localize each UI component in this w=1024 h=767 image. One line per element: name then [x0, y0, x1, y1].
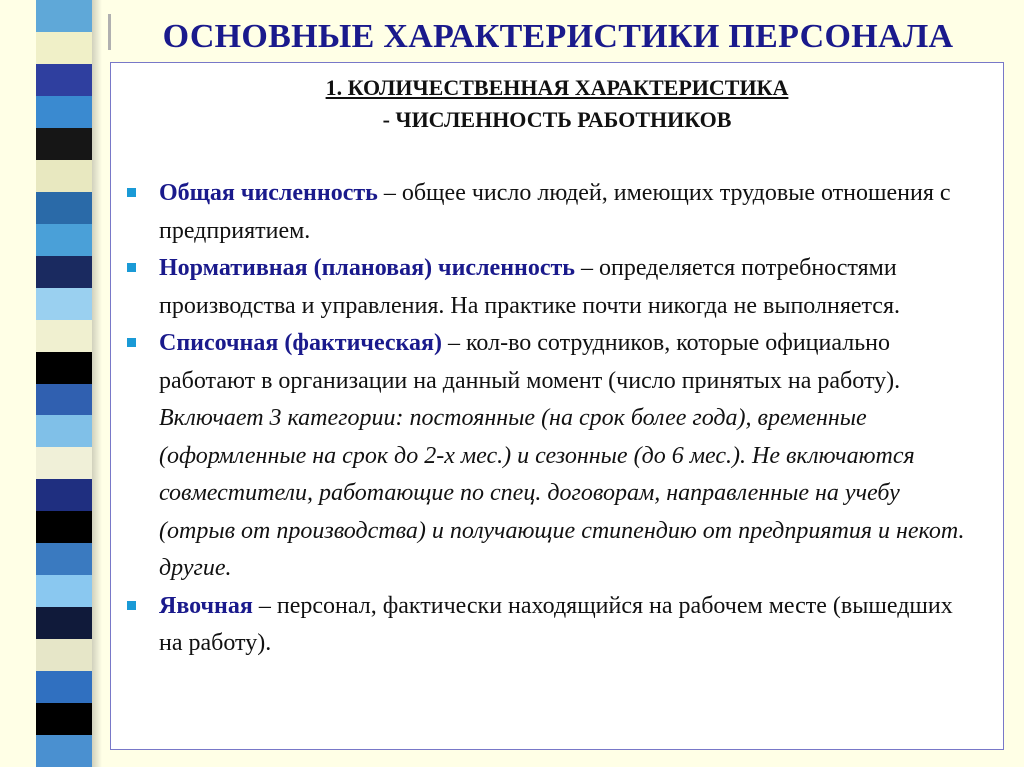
stripe-segment: [36, 447, 92, 479]
square-bullet-icon: [127, 263, 136, 272]
definition: – общее число людей, имеющих трудовые отношения с предприятием.: [159, 180, 951, 244]
stripe-segment: [36, 575, 92, 607]
stripe-segment: [36, 256, 92, 288]
square-bullet-icon: [127, 188, 136, 197]
term: Списочная (фактическая): [159, 330, 442, 356]
term: Явочная: [159, 592, 253, 619]
stripe-shadow: [92, 0, 102, 767]
stripe-segment: [36, 415, 92, 447]
stripe-segment: [36, 192, 92, 224]
stripe-segment: [36, 671, 92, 703]
stripe-segment: [36, 511, 92, 543]
stripe-segment: [36, 64, 92, 96]
definition: – кол-во сотрудников, которые официально работают в организации на данный момент (число принятых на работу).: [159, 330, 901, 394]
decorative-stripe-bar: [36, 0, 92, 767]
bullet-list: [121, 175, 981, 663]
stripe-segment: [36, 0, 92, 32]
list-item: [121, 588, 981, 663]
list-item: [121, 175, 981, 250]
stripe-segment: [36, 703, 92, 735]
square-bullet-icon: [127, 338, 136, 347]
page-title: ОСНОВНЫЕ ХАРАКТЕРИСТИКИ ПЕРСОНАЛА: [162, 18, 954, 55]
list-item: [121, 250, 981, 325]
list-item: [121, 325, 981, 588]
stripe-segment: [36, 479, 92, 511]
stripe-segment: [36, 352, 92, 384]
term: Общая численность: [159, 180, 378, 206]
definition: – персонал, фактически находящийся на рабочем месте (вышедших на работу).: [159, 592, 953, 656]
stripe-segment: [36, 96, 92, 128]
stripe-segment: [36, 639, 92, 671]
subtitle-line-2: - ЧИСЛЕННОСТЬ РАБОТНИКОВ: [382, 107, 732, 132]
stripe-segment: [36, 288, 92, 320]
stripe-segment: [36, 160, 92, 192]
definition-note: Включает 3 категории: постоянные (на срок более года), временные (оформленные на срок до 2-х мес.) и сезонные (до 6 мес.). Не включаются совместители, работающие по спец. договорам, направленные на учебу (отрыв от производства) и получающие стипендию от предприятия и некот. другие.: [159, 405, 965, 581]
subtitle-line-1: [111, 75, 1003, 101]
content-frame: [110, 62, 1004, 750]
definition: – определяется потребностями производства и управления. На практике почти никогда не выполняется.: [159, 255, 900, 319]
stripe-segment: [36, 224, 92, 256]
subtitle-line-1-text: 1. КОЛИЧЕСТВЕННАЯ ХАРАКТЕРИСТИКА: [325, 75, 789, 100]
stripe-segment: [36, 543, 92, 575]
stripe-segment: [36, 32, 92, 64]
stripe-segment: [36, 735, 92, 767]
stripe-segment: [36, 128, 92, 160]
square-bullet-icon: [127, 601, 136, 610]
stripe-segment: [36, 607, 92, 639]
stripe-segment: [36, 320, 92, 352]
term: Нормативная (плановая) численность: [159, 255, 575, 281]
stripe-segment: [36, 384, 92, 416]
